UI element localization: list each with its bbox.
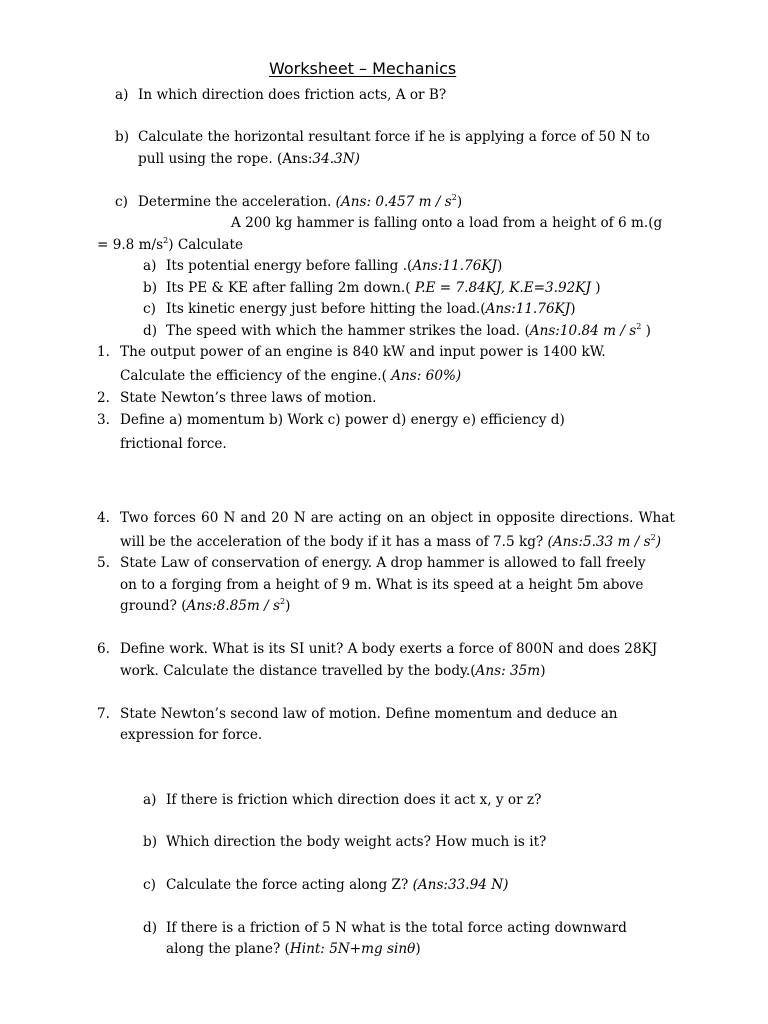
q2-text: State Newton’s three laws of motion. [120, 390, 377, 406]
p1-a-text: In which direction does friction acts, A or B? [138, 87, 447, 103]
q5-line2: on to a forging from a height of 9 m. What is its speed at a height 5m above [120, 577, 644, 593]
p2-b-text: Which direction the body weight acts? How much is it? [166, 834, 547, 850]
q4-line1: Two forces 60 N and 20 N are acting on an object in opposite directions. What [120, 510, 675, 526]
q6-marker: 6. [97, 641, 110, 657]
q7-marker: 7. [97, 706, 110, 722]
p2-b-marker: b) [143, 834, 158, 850]
hammer-d-marker: d) [143, 323, 158, 339]
q4-marker: 4. [97, 510, 110, 526]
p1-b-line2: pull using the rope. (Ans:34.3N) [138, 151, 360, 167]
q5-marker: 5. [97, 555, 110, 571]
hammer-line2: = 9.8 $m/s^2$) Calculate [97, 236, 244, 253]
q4-line2: will be the acceleration of the body if it has a mass of 7.5 kg? (Ans:5.33 m / $s^2$) [120, 533, 662, 550]
hammer-b-text: Its PE & KE after falling 2m down.( P.E = 7.84KJ, K.E=3.92KJ ) [166, 280, 601, 296]
hammer-b-marker: b) [143, 280, 158, 296]
hammer-c-marker: c) [143, 301, 156, 317]
q6-line2: work. Calculate the distance travelled by the body.(Ans: 35m) [120, 663, 546, 679]
q1-marker: 1. [97, 344, 110, 360]
q5-line3: ground? (Ans:8.85m / $s^2$) [120, 597, 291, 614]
q3-marker: 3. [97, 412, 110, 428]
p2-c-text: Calculate the force acting along Z? (Ans:33.94 N) [166, 877, 509, 893]
p1-b-answer: 34.3N) [312, 151, 360, 167]
q3-line1: Define a) momentum b) Work c) power d) energy e) efficiency d) [120, 412, 565, 428]
p1-c-text: Determine the acceleration. (Ans: 0.457 m / $s^2$) [138, 193, 463, 210]
p1-b-marker: b) [115, 129, 130, 145]
p1-c-marker: c) [115, 194, 128, 210]
q2-marker: 2. [97, 390, 110, 406]
q1-line1: The output power of an engine is 840 kW and input power is 1400 kW. [120, 344, 606, 360]
q3-line2: frictional force. [120, 436, 227, 452]
q1-line2: Calculate the efficiency of the engine.( Ans: 60%) [120, 368, 462, 384]
p2-a-marker: a) [143, 792, 157, 808]
hammer-d-text: The speed with which the hammer strikes the load. (Ans:10.84 m / $s^2$ ) [166, 322, 651, 339]
page-title: Worksheet – Mechanics [269, 59, 457, 78]
hammer-line1: A 200 kg hammer is falling onto a load from a height of 6 m.(g [231, 215, 663, 231]
p2-d-marker: d) [143, 920, 158, 936]
p1-c-answer: (Ans: 0.457 m / s [335, 194, 452, 210]
hammer-a-text: Its potential energy before falling .(Ans:11.76KJ) [166, 258, 503, 274]
q7-line1: State Newton’s second law of motion. Define momentum and deduce an [120, 706, 618, 722]
q5-line1: State Law of conservation of energy. A drop hammer is allowed to fall freely [120, 555, 646, 571]
p2-d-line1: If there is a friction of 5 N what is the total force acting downward [166, 920, 627, 936]
p2-a-text: If there is friction which direction does it act x, y or z? [166, 792, 542, 808]
q7-line2: expression for force. [120, 727, 263, 743]
q6-line1: Define work. What is its SI unit? A body exerts a force of 800N and does 28KJ [120, 641, 658, 657]
p1-b-line1: Calculate the horizontal resultant force if he is applying a force of 50 N to [138, 129, 650, 145]
p2-d-line2: along the plane? (Hint: 5N+mg sinθ) [166, 941, 421, 957]
p1-a-marker: a) [115, 87, 129, 103]
hammer-a-marker: a) [143, 258, 157, 274]
hammer-c-text: Its kinetic energy just before hitting the load.(Ans:11.76KJ) [166, 301, 576, 317]
p2-c-marker: c) [143, 877, 156, 893]
